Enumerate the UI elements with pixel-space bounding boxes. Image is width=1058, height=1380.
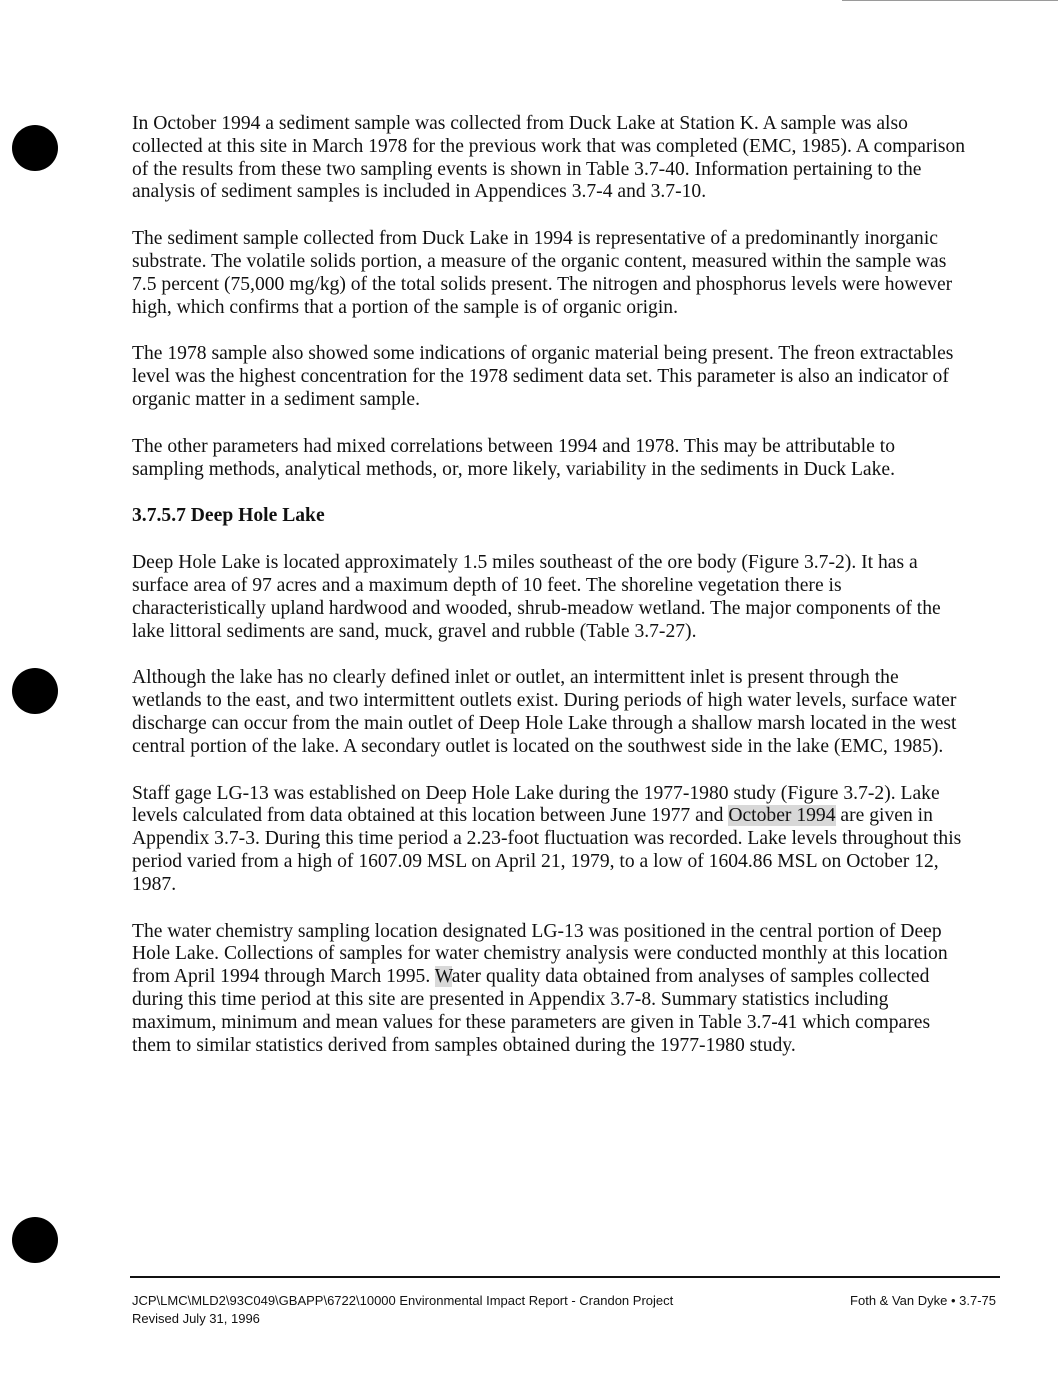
footer-path-line [132,1292,673,1310]
staff-gage-text-start: Staff gage LG-13 was established on Deep Hole Lake during the 1977-1980 study (Figure 3.7-2). Lake levels calculated from data obtained at this location between June 1977 and [132,782,940,827]
footer-file-path: JCP\LMC\MLD2\93C049\GBAPP\6722\10000 [132,1293,396,1308]
page-body [132,113,970,1081]
paragraph-deep-hole-location: Deep Hole Lake is located approximately 1.5 miles southeast of the ore body (Figure 3.7-2). It has a surface area of 97 acres and a maximum depth of 10 feet. The shoreline vegetation there is characteristically upland hardwood and wooded, shrub-meadow wetland. The major components of the lake littoral sediments are sand, muck, gravel and rubble (Table 3.7-27). [132,552,941,642]
staff-gage-text-end: are given in Appendix 3.7-3. During this time period a 2.23-foot fluctuation was recorded. Lake levels throughout this period varied from a high of 1607.09 MSL on April 21, 1979, to a low of 1604.86 MSL on October 12, 1987. [132,805,962,895]
paragraph-inlet-outlet: Although the lake has no clearly defined inlet or outlet, an intermittent inlet is present through the wetlands to the east, and two intermittent outlets exist. During periods of high water levels, surface water discharge can occur from the main outlet of Deep Hole Lake through a shallow marsh located in the west central portion of the lake. A secondary outlet is located on the southwest side in the lake (EMC, 1985). [132,667,957,757]
paragraph-1994-sediment: The sediment sample collected from Duck Lake in 1994 is representative of a predominantly inorganic substrate. The volatile solids portion, a measure of the organic content, measured within the sample was 7.5 percent (75,000 mg/kg) of the total solids present. The nitrogen and phosphorus levels were however high, which confirms that a portion of the sample is of organic origin. [132,228,953,318]
paragraph-duck-lake-sample: In October 1994 a sediment sample was collected from Duck Lake at Station K. A sample was also collected at this site in March 1978 for the previous work that was completed (EMC, 1985). A comparison of the results from these two sampling events is shown in Table 3.7-40. Information pertaining to the analysis of sediment samples is included in Appendices 3.7-4 and 3.7-10. [132,113,966,203]
footer-revised-date: Revised July 31, 1996 [132,1311,260,1326]
paragraph-1978-sample: The 1978 sample also showed some indications of organic material being present. The freon extractables level was the highest concentration for the 1978 sediment data set. This parameter is also an indicator of organic matter in a sediment sample. [132,343,954,410]
footer-report-title: Environmental Impact Report - Crandon Project [399,1293,674,1308]
top-edge-line [842,0,1058,1]
paragraph-other-parameters: The other parameters had mixed correlations between 1994 and 1978. This may be attributable to sampling methods, analytical methods, or, more likely, variability in the sediments in Duck Lake. [132,435,896,480]
footer-left [132,1292,673,1328]
binder-hole-icon [12,668,58,714]
paragraph-water-chemistry [132,921,970,1058]
highlighted-text: October 1994 [728,805,836,827]
highlighted-text: W [434,966,452,988]
footer-divider [130,1276,1000,1278]
paragraph-staff-gage [132,783,970,897]
water-chem-text-end: ater quality data obtained from analyses of samples collected during this time period at this site are presented in Appendix 3.7-8. Summary statistics including maximum, minimum and mean values for these parameters are given in Table 3.7-41 which compares them to similar statistics derived from samples obtained during the 1977-1980 study. [132,966,931,1056]
binder-hole-icon [12,1217,58,1263]
footer-company-page: Foth & Van Dyke • 3.7-75 [850,1293,996,1308]
section-heading: 3.7.5.7 Deep Hole Lake [132,505,325,527]
binder-hole-icon [12,125,58,171]
water-chem-text-start: The water chemistry sampling location designated LG-13 was positioned in the central portion of Deep Hole Lake. Collections of samples for water chemistry analysis were conducted monthly at this location from April 1994 through March 1995. [132,920,948,988]
